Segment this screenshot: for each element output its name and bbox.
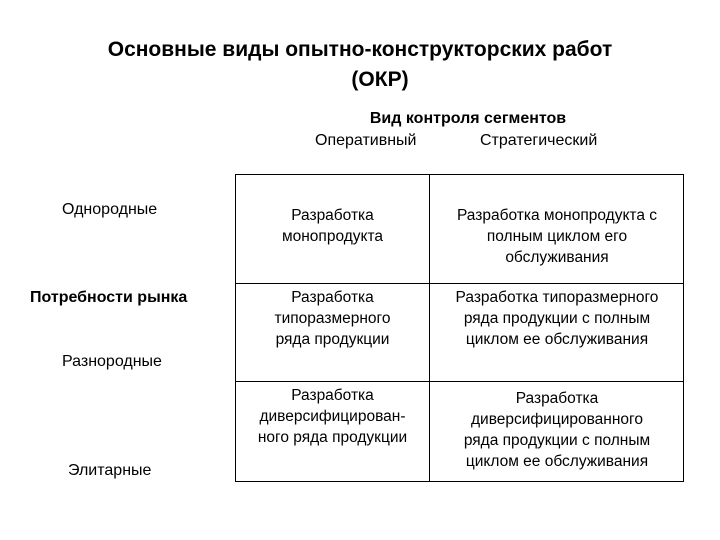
row-label-heterogeneous: Разнородные: [62, 353, 162, 370]
row-label-homogeneous: Однородные: [62, 201, 158, 218]
page-subtitle: (ОКР): [351, 68, 409, 91]
matrix-cell-heterogeneous-operational: Разработка типоразмерного ряда продукции: [274, 289, 391, 348]
matrix-row-divider: [236, 283, 683, 284]
matrix-row-divider: [236, 381, 683, 382]
control-type-header: Вид контроля сегментов: [369, 110, 567, 127]
matrix-cell-elite-operational: Разработка диверсифицирован- ного ряда продукции: [257, 387, 408, 446]
okr-matrix: [235, 174, 684, 482]
page-title: Основные виды опытно-конструкторских работ: [107, 38, 613, 61]
row-label-elite: Элитарные: [68, 462, 152, 479]
matrix-cell-heterogeneous-strategic: Разработка типоразмерного ряда продукции с полным циклом ее обслуживания: [455, 289, 659, 348]
column-header-strategic: Стратегический: [480, 132, 598, 149]
matrix-cell-homogeneous-strategic: Разработка монопродукта с полным циклом его обслуживания: [456, 207, 658, 266]
market-needs-axis-label: Потребности рынка: [30, 289, 188, 306]
matrix-cell-elite-strategic: Разработка диверсифицированного ряда продукции с полным циклом ее обслуживания: [463, 390, 651, 470]
column-header-operational: Оперативный: [315, 132, 417, 149]
matrix-cell-homogeneous-operational: Разработка монопродукта: [281, 207, 384, 245]
